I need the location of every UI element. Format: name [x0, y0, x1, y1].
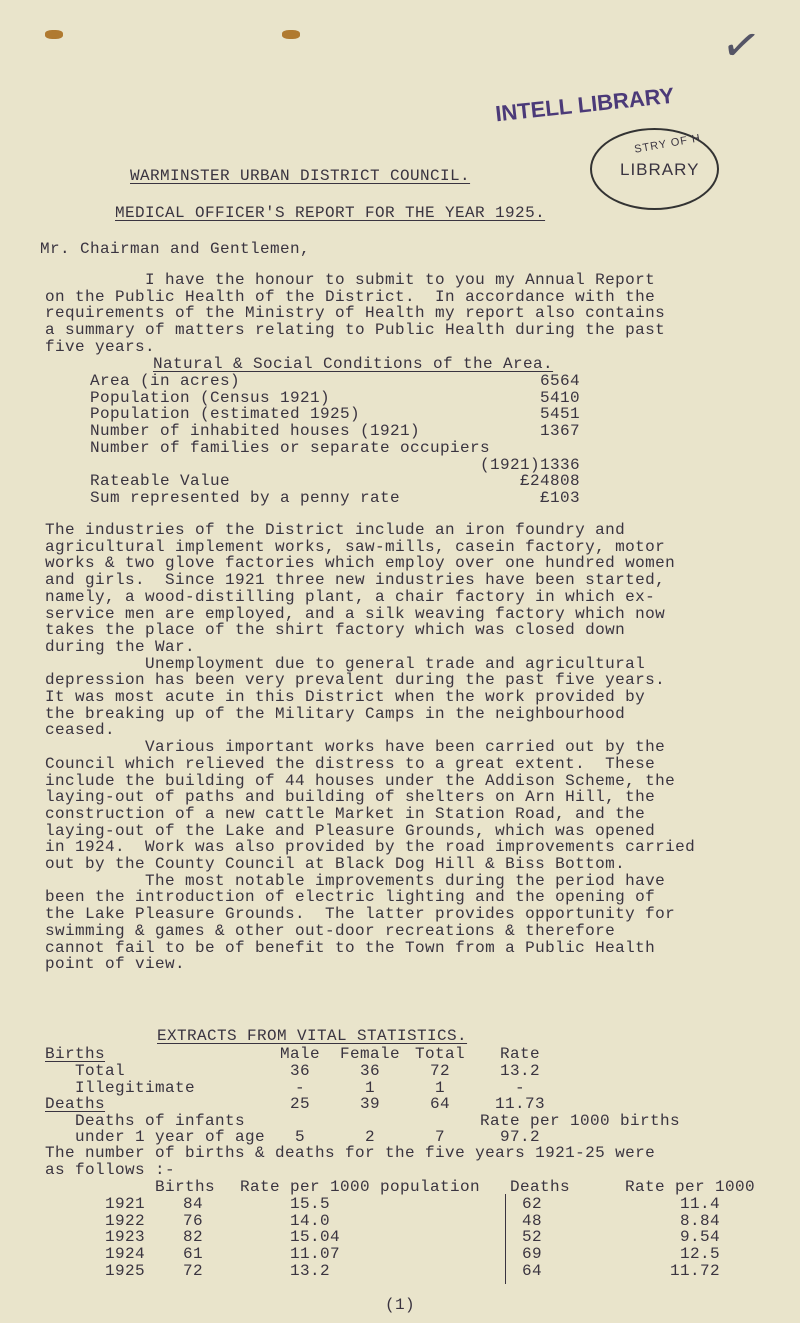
year: 1921 [105, 1195, 146, 1213]
birth-rate: 11.07 [290, 1245, 341, 1264]
col-header: Male [279, 1045, 320, 1063]
stamp-text: STRY OF H [633, 132, 702, 156]
text-line: agricultural implement works, saw-mills, casein factory, motor [45, 537, 666, 556]
text-line: five years. [45, 337, 156, 356]
vital-title: EXTRACTS FROM VITAL STATISTICS. [157, 1027, 468, 1045]
text-line: the breaking up of the Military Camps in the neighbourhood [45, 704, 626, 723]
punch-hole [45, 30, 63, 39]
text-line: takes the place of the shirt factory which was closed down [45, 621, 626, 640]
row-label: Illegitimate [75, 1078, 196, 1097]
text-line: ceased. [45, 721, 116, 740]
text-line: include the building of 44 houses under the Addison Scheme, the [45, 771, 676, 790]
col-births: Births [155, 1178, 216, 1196]
col-death-rate: Rate per 1000 [625, 1178, 756, 1196]
text-line: and girls. Since 1921 three new industries have been started, [45, 571, 666, 590]
condition-value: 5410 [539, 388, 580, 407]
conditions-title: Natural & Social Conditions of the Area. [153, 355, 554, 373]
report-heading: MEDICAL OFFICER'S REPORT FOR THE YEAR 1925. [115, 204, 546, 222]
deaths: 52 [522, 1228, 543, 1247]
condition-value: 6564 [539, 372, 580, 390]
condition-label: Rateable Value [90, 472, 231, 491]
text-line: depression has been very prevalent during the past five years. [45, 671, 666, 690]
birth-rate: 13.2 [290, 1261, 331, 1280]
deaths-label: Deaths [45, 1095, 106, 1113]
year: 1925 [105, 1261, 146, 1280]
col-header: Total [414, 1045, 465, 1063]
page-number: (1) [385, 1296, 416, 1314]
text-line: laying-out of paths and building of shelters on Arn Hill, the [45, 788, 656, 807]
text-line: It was most acute in this District when the work provided by [45, 688, 646, 706]
birth-rate: 15.5 [290, 1195, 331, 1213]
text-line: Council which relieved the distress to a great extent. These [45, 754, 656, 773]
infant-female: 2 [364, 1128, 375, 1146]
text-line: works & two glove factories which employ over one hundred women [45, 554, 676, 573]
births: 82 [183, 1228, 204, 1247]
ministry-library-stamp [590, 128, 719, 210]
five-year-intro: as follows :- [45, 1161, 176, 1179]
deaths: 62 [522, 1195, 543, 1213]
condition-label: Population (Census 1921) [90, 388, 331, 407]
text-line: out by the County Council at Black Dog Hill & Biss Bottom. [45, 855, 626, 873]
row-label: Total [75, 1062, 126, 1080]
births: 72 [183, 1261, 204, 1280]
five-year-intro: The number of births & deaths for the five years 1921-25 were [45, 1144, 656, 1162]
punch-hole [282, 30, 300, 39]
death-rate: 8.84 [679, 1211, 720, 1230]
cell-female: 39 [359, 1095, 380, 1114]
deaths: 69 [522, 1245, 543, 1264]
birth-rate: 15.04 [290, 1228, 341, 1247]
cell-total: 1 [434, 1078, 445, 1097]
birth-rate: 14.0 [290, 1211, 331, 1230]
text-line: I have the honour to submit to you my Annual Report [45, 271, 656, 289]
col-header: Rate [499, 1045, 540, 1063]
text-line: in 1924. Work was also provided by the road improvements carried [45, 838, 696, 857]
text-line: cannot fail to be of benefit to the Town from a Public Health [45, 938, 656, 957]
year: 1922 [105, 1211, 146, 1230]
condition-label: Number of families or separate occupiers [90, 438, 491, 457]
text-line: requirements of the Ministry of Health my report also contains [45, 304, 666, 323]
text-line: on the Public Health of the District. In accordance with the [45, 287, 656, 306]
deaths: 64 [522, 1261, 543, 1280]
infant-label: under 1 year of age [75, 1128, 266, 1146]
text-line: The most notable improvements during the period have [45, 871, 666, 890]
condition-label: Sum represented by a penny rate [90, 488, 401, 507]
text-line: construction of a new cattle Market in Station Road, and the [45, 804, 646, 823]
text-line: point of view. [45, 955, 186, 974]
text-line: Unemployment due to general trade and agricultural [45, 654, 646, 673]
text-line: laying-out of the Lake and Pleasure Grounds, which was opened [45, 821, 656, 840]
council-heading: WARMINSTER URBAN DISTRICT COUNCIL. [130, 167, 471, 185]
col-header: Female [339, 1045, 400, 1063]
col-deaths: Deaths [510, 1178, 571, 1196]
condition-value: 5451 [539, 405, 580, 424]
infant-rate-header: Rate per 1000 births [480, 1112, 681, 1130]
deaths: 48 [522, 1211, 543, 1230]
infant-rate: 97.2 [499, 1128, 540, 1146]
infant-male: 5 [294, 1128, 305, 1146]
infant-total: 7 [434, 1128, 445, 1146]
births: 76 [183, 1211, 204, 1230]
condition-label: Population (estimated 1925) [90, 405, 361, 424]
text-line: the Lake Pleasure Grounds. The latter provides opportunity for [45, 905, 676, 924]
cell-male: 36 [289, 1062, 310, 1080]
cell-total: 64 [429, 1095, 450, 1114]
cell-total: 72 [429, 1062, 450, 1080]
year: 1924 [105, 1245, 146, 1264]
intell-library-stamp: INTELL LIBRARY [494, 82, 676, 127]
death-rate: 11.4 [679, 1195, 720, 1213]
cell-rate: 11.73 [494, 1095, 545, 1114]
condition-value: £24808 [519, 472, 580, 491]
condition-value: (1921)1336 [479, 455, 580, 474]
cell-rate: 13.2 [499, 1062, 540, 1080]
births: 84 [183, 1195, 204, 1213]
condition-label: Area (in acres) [90, 372, 241, 390]
cell-rate: - [514, 1078, 525, 1097]
salutation: Mr. Chairman and Gentlemen, [40, 240, 311, 258]
cell-male: - [294, 1078, 305, 1097]
text-line: swimming & games & other out-door recreations & therefore [45, 921, 616, 940]
death-rate: 12.5 [679, 1245, 720, 1264]
check-mark-icon: ✓ [717, 16, 765, 74]
text-line: The industries of the District include an iron foundry and [45, 521, 626, 539]
births: 61 [183, 1245, 204, 1264]
births-label: Births [45, 1045, 106, 1063]
condition-value: 1367 [539, 422, 580, 441]
stamp-text: LIBRARY [620, 160, 700, 179]
text-line: service men are employed, and a silk weaving factory which now [45, 604, 666, 623]
text-line: Various important works have been carried out by the [45, 738, 666, 757]
condition-label: Number of inhabited houses (1921) [90, 422, 421, 441]
year: 1923 [105, 1228, 146, 1247]
col-birth-rate: Rate per 1000 population [240, 1178, 481, 1196]
text-line: namely, a wood-distilling plant, a chair factory in which ex- [45, 587, 656, 606]
death-rate: 11.72 [669, 1261, 720, 1280]
condition-value: £103 [539, 488, 580, 507]
cell-female: 36 [359, 1062, 380, 1080]
text-line: during the War. [45, 637, 196, 656]
text-line: been the introduction of electric lighting and the opening of [45, 888, 656, 907]
cell-female: 1 [364, 1078, 375, 1097]
infant-label: Deaths of infants [75, 1112, 246, 1130]
cell-male: 25 [289, 1095, 310, 1114]
text-line: a summary of matters relating to Public Health during the past [45, 321, 666, 340]
death-rate: 9.54 [679, 1228, 720, 1247]
brace [505, 1194, 510, 1284]
